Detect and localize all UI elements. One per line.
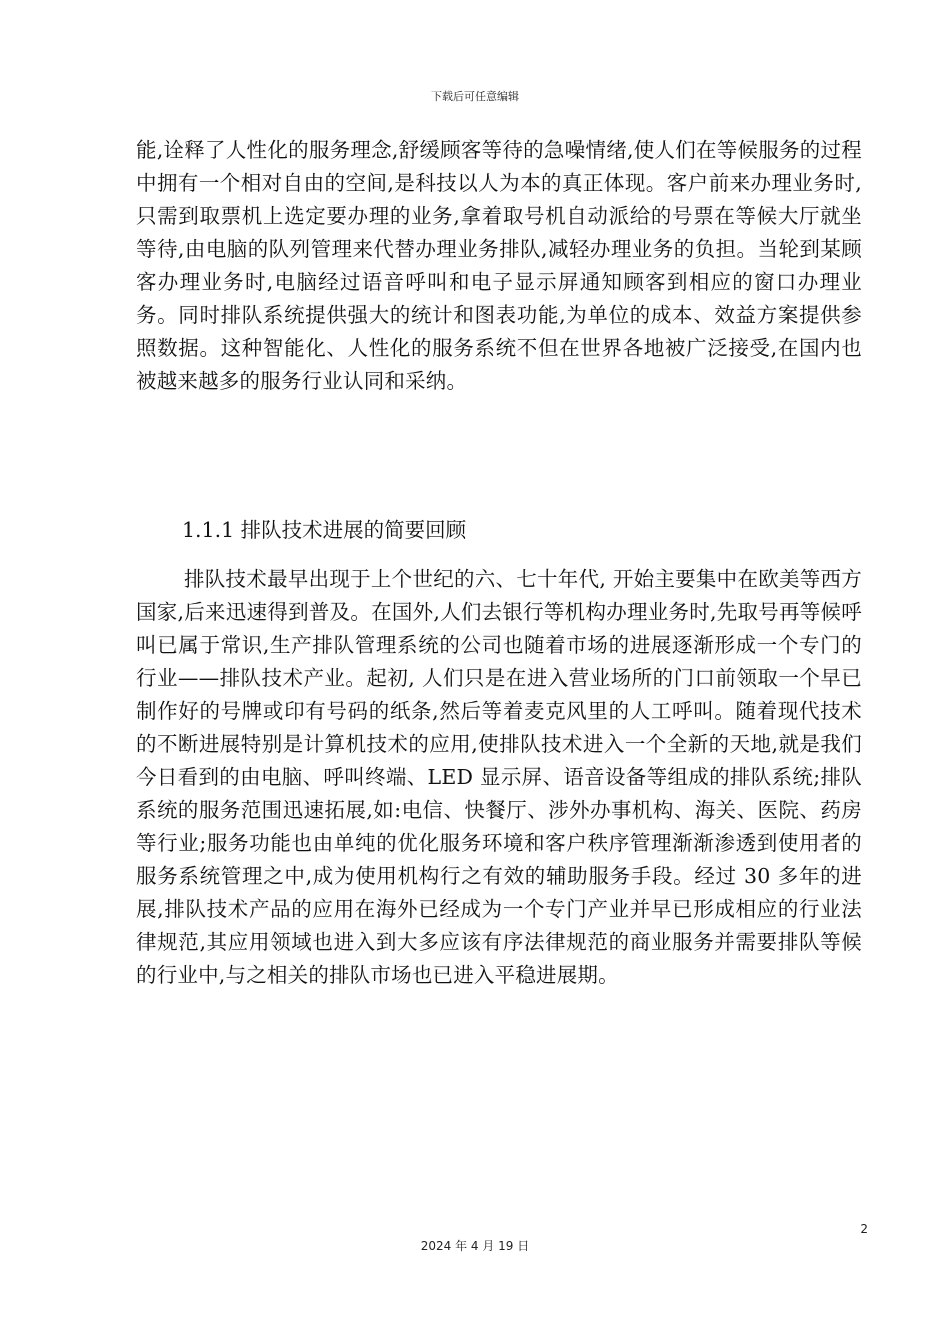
body-paragraph-2: 排队技术最早出现于上个世纪的六、七十年代, 开始主要集中在欧美等西方国家,后来迅速得到普及。在国外,人们去银行等机构办理业务时,先取号再等候呼叫已属于常识,生产排队管理系统的公司也随着市场的进展逐渐形成一个专门的行业——排队技术产业。起初, 人们只是在进入营业场所的门口前领取一个早已制作好的号牌或印有号码的纸条,然后等着麦克风里的人工呼叫。随着现代技术的不断进展特别是计算机技术的应用,使排队技术进入一个全新的天地,就是我们今日看到的由电脑、呼叫终端、LED 显示屏、语音设备等组成的排队系统;排队系统的服务范围迅速拓展,如:电信、快餐厅、涉外办事机构、海关、医院、药房等行业;服务功能也由单纯的优化服务环境和客户秩序管理渐渐渗透到使用者的服务系统管理之中,成为使用机构行之有效的辅助服务手段。经过 30 多年的进展,排队技术产品的应用在海外已经成为一个专门产业并早已形成相应的行业法律规范,其应用领域也进入到大多应该有序法律规范的商业服务并需要排队等候的行业中,与之相关的排队市场也已进入平稳进展期。 [136, 567, 862, 987]
footer-date: 2024 年 4 月 19 日 [420, 1239, 530, 1253]
page-header-note: 下载后可任意编辑 [431, 90, 519, 103]
page-number: 2 [860, 1222, 868, 1236]
body-paragraph-1: 能,诠释了人性化的服务理念,舒缓顾客等待的急噪情绪,使人们在等候服务的过程中拥有一个相对自由的空间,是科技以人为本的真正体现。客户前来办理业务时,只需到取票机上选定要办理的业务,拿着取号机自动派给的号票在等候大厅就坐等待,由电脑的队列管理来代替办理业务排队,减轻办理业务的负担。当轮到某顾客办理业务时,电脑经过语音呼叫和电子显示屏通知顾客到相应的窗口办理业务。同时排队系统提供强大的统计和图表功能,为单位的成本、效益方案提供参照数据。这种智能化、人性化的服务系统不但在世界各地被广泛接受,在国内也被越来越多的服务行业认同和采纳。 [136, 138, 862, 393]
section-heading: 1.1.1 排队技术进展的简要回顾 [182, 518, 467, 542]
